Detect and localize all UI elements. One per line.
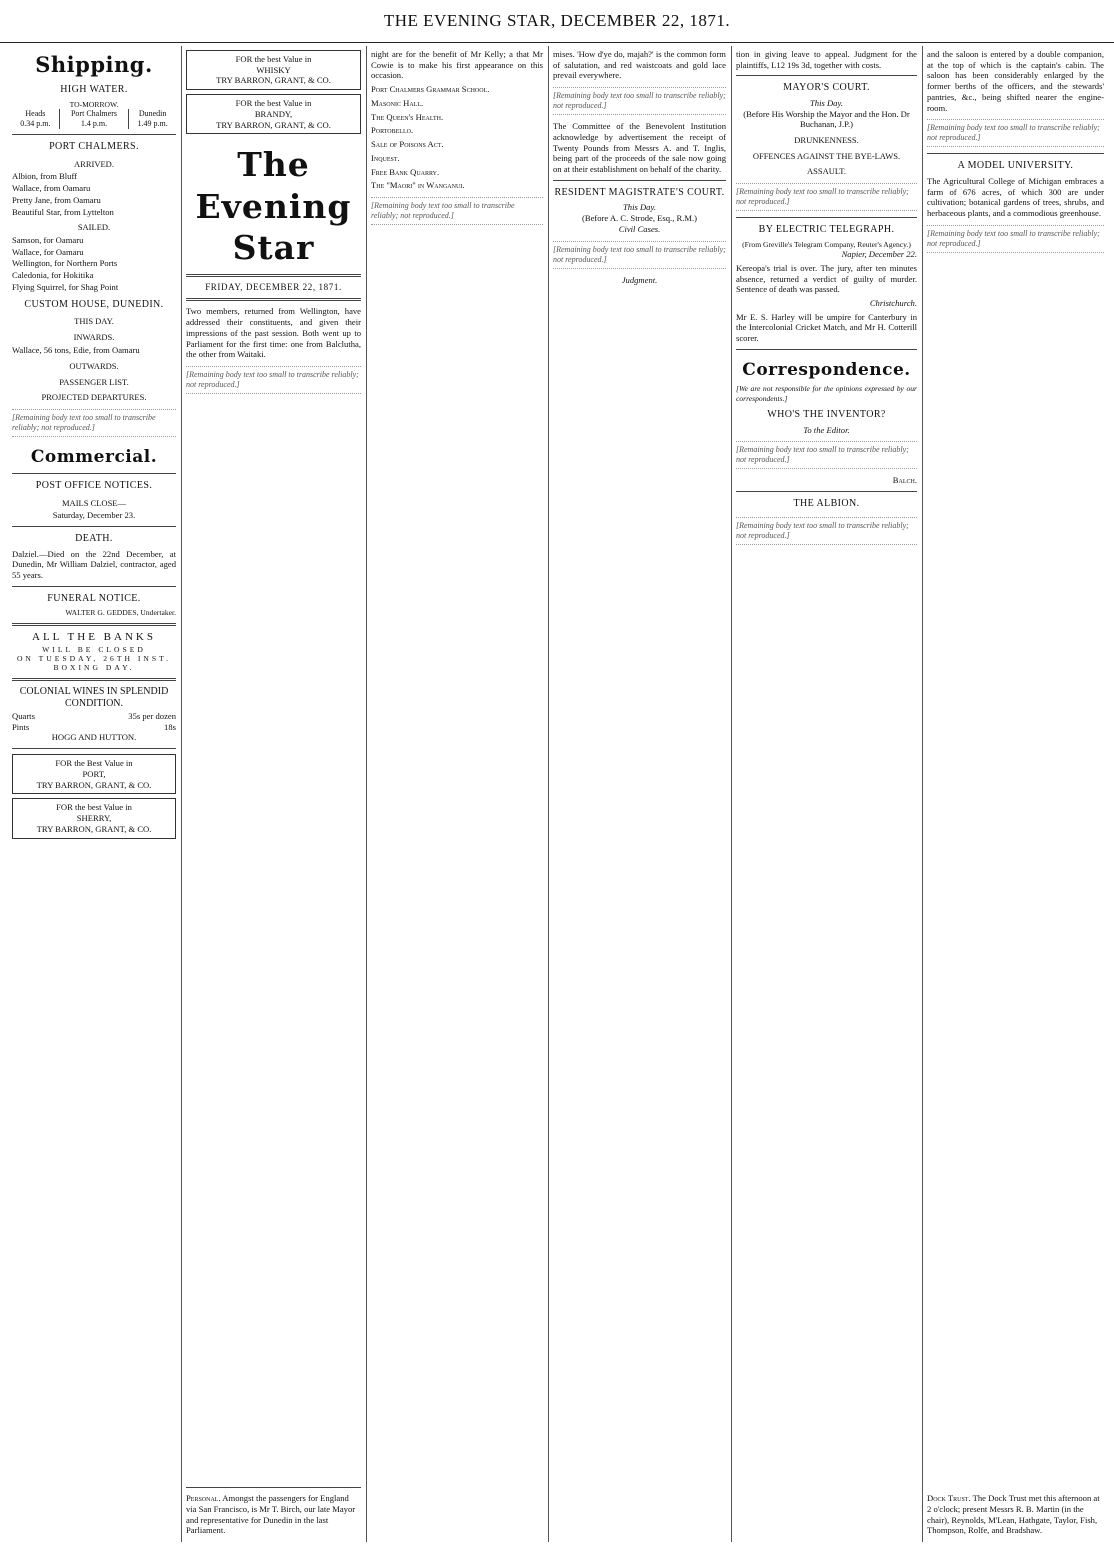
mayors-before: (Before His Worship the Mayor and the Hon. Dr Buchanan, J.P.) xyxy=(743,108,910,130)
port-ad-line-3: TRY BARRON, GRANT, & CO. xyxy=(36,779,152,790)
paper-title: The Evening Star xyxy=(195,145,352,267)
banks-line-4: BOXING DAY. xyxy=(53,663,135,673)
omission-note: [Remaining body text too small to transcribe reliably; not reproduced.] xyxy=(553,87,726,115)
lead-article: Two members, returned from Wellington, have addressed their constituents, and given their impressions of the past session. Both went up to Parliament for the first time: one from Balclutha, the other from Waitaki. xyxy=(186,306,361,360)
omission-note: [Remaining body text too small to transcribe reliably; not reproduced.] xyxy=(736,183,917,211)
benevolent-text: The Committee of the Benevolent Institution acknowledge by advertisement the receipt of Twenty Pounds from Messrs A. and T. Inglis, being part of the proceeds of the sale now going on at their establishment on behalf of the charity. xyxy=(553,121,726,175)
sailed-heading: SAILED. xyxy=(77,222,111,233)
sailed-list xyxy=(12,235,176,293)
omission-note: [Remaining body text too small to transcribe reliably; not reproduced.] xyxy=(927,225,1104,253)
correspondence-heading: Correspondence. xyxy=(742,359,911,380)
dock-trust-item xyxy=(927,1493,1104,1536)
list-item: Samson, for Oamaru xyxy=(12,234,84,245)
tomorrow-label: TO-MORROW. xyxy=(69,99,119,109)
omission-note: [Remaining body text too small to transcribe reliably; not reproduced.] xyxy=(553,241,726,269)
heads-time: 0.34 p.m. xyxy=(20,119,51,129)
inventor-to-editor: To the Editor. xyxy=(803,424,850,435)
sherry-ad xyxy=(12,798,176,838)
col3-lead-text: night are for the benefit of Mr Kelly; a that Mr Cowie is to make his first appearance on this occasion. xyxy=(371,49,543,81)
whisky-ad-line-3: TRY BARRON, GRANT, & CO. xyxy=(216,75,331,86)
brandy-ad-line-2: BRANDY, xyxy=(254,108,293,119)
personal-text: Amongst the passengers for England via San Francisco, is Mr T. Birch, our late Mayor and representative for Dunedin in the last Parliament. xyxy=(186,1493,356,1536)
inwards-text: Wallace, 56 tons, Edie, from Oamaru xyxy=(12,345,140,356)
napier-dateline: Napier, December 22. xyxy=(841,249,917,260)
paper-dateline: FRIDAY, DECEMBER 22, 1871. xyxy=(205,282,342,293)
correspondence-disclaimer: [We are not responsible for the opinions expressed by our correspondents.] xyxy=(736,384,917,403)
christchurch-dateline: Christchurch. xyxy=(869,297,917,308)
funeral-signature: WALTER G. GEDDES, Undertaker. xyxy=(65,608,176,618)
high-water-table xyxy=(12,109,176,129)
wines-title: COLONIAL WINES IN SPLENDID CONDITION. xyxy=(19,685,169,710)
masthead-title: THE EVENING STAR, DECEMBER 22, 1871. xyxy=(383,11,731,30)
omission-note: [Remaining body text too small to transcribe reliably; not reproduced.] xyxy=(12,409,176,437)
dunedin-time: 1.49 p.m. xyxy=(137,119,168,129)
omission-note: [Remaining body text too small to transcribe reliably; not reproduced.] xyxy=(927,119,1104,147)
sherry-ad-line-2: SHERRY, xyxy=(76,813,112,824)
port-ad xyxy=(12,754,176,794)
col4-lead-text: mises. 'How d'ye do, majah?' is the common form of salutation, and red waistcoats and gold lace prevail everywhere. xyxy=(553,49,726,81)
portobello-heading: Portobello. xyxy=(371,125,414,136)
napier-text: Kereopa's trial is over. The jury, after ten minutes absence, returned a verdict of guilty of murder. Sentence of death was passed. xyxy=(736,262,917,295)
queens-health-heading: The Queen's Health. xyxy=(371,111,444,122)
funeral-heading: FUNERAL NOTICE. xyxy=(47,592,141,604)
sherry-ad-line-3: TRY BARRON, GRANT, & CO. xyxy=(36,823,152,834)
model-university-text: The Agricultural College of Michigan embraces a farm of 676 acres, of which 300 are under cultivation; botanical gardens of trees, shrubs, and herbaceous plants, and a commodious greenhouse. xyxy=(927,175,1104,219)
list-item: Caledonia, for Hokitika xyxy=(12,270,94,281)
telegraph-subheading: (From Greville's Telegram Company, Reuter's Agency.) xyxy=(742,239,911,249)
column-4 xyxy=(548,46,730,1542)
mails-saturday: Saturday, December 23. xyxy=(52,510,136,521)
omission-note: [Remaining body text too small to transcribe reliably; not reproduced.] xyxy=(186,366,361,394)
model-university-heading: A MODEL UNIVERSITY. xyxy=(957,160,1074,172)
omission-note: [Remaining body text too small to transcribe reliably; not reproduced.] xyxy=(736,517,917,545)
brandy-ad xyxy=(186,94,361,134)
arrived-heading: ARRIVED. xyxy=(74,158,114,169)
quarts-price: 35s per dozen xyxy=(128,710,176,721)
col5-lead-text: tion in giving leave to appeal. Judgment for the plaintiffs, L12 19s 3d, together with costs. xyxy=(736,49,917,70)
sherry-ad-line-1: FOR the best Value in xyxy=(56,802,132,813)
this-day-label: THIS DAY. xyxy=(74,316,114,327)
dunedin-cell xyxy=(129,109,176,129)
outwards-heading: OUTWARDS. xyxy=(69,361,119,372)
inventor-signature: Balch. xyxy=(892,475,917,486)
projected-departures-heading: PROJECTED DEPARTURES. xyxy=(41,392,147,403)
port-chalmers-heading: PORT CHALMERS. xyxy=(49,141,139,153)
dock-trust-text: The Dock Trust met this afternoon at 2 o'clock; present Messrs R. B. Martin (in the chair), Reynolds, M'Lean, Hathgate, Taylor, Fish, Thompson, Rolfe, and Bradshaw. xyxy=(927,1493,1100,1536)
list-item: Wallace, for Oamaru xyxy=(12,246,84,257)
port-chalmers-label: Port Chalmers xyxy=(70,109,117,119)
albion-heading: THE ALBION. xyxy=(793,498,860,510)
pints-label: Pints xyxy=(12,721,30,732)
port-chalmers-cell xyxy=(59,109,128,129)
dock-trust-runin: Dock Trust. xyxy=(927,1493,971,1504)
arrived-list xyxy=(12,171,176,217)
personal-runin: Personal. xyxy=(186,1493,221,1504)
grammar-school-heading: Port Chalmers Grammar School. xyxy=(371,84,490,95)
banks-line-3: ON TUESDAY, 26TH INST. xyxy=(16,653,172,663)
christchurch-text: Mr E. S. Harley will be umpire for Canterbury in the Intercolonial Cricket Match, and Mr H. Cotterill scorer. xyxy=(736,311,917,344)
post-office-heading: POST OFFICE NOTICES. xyxy=(35,480,153,492)
list-item: Pretty Jane, from Oamaru xyxy=(12,194,101,205)
column-3 xyxy=(366,46,547,1542)
commercial-heading: Commercial. xyxy=(30,446,158,467)
col6-lead-text: and the saloon is entered by a double companion, at the top of which is the captain's cabin. The saloon has been considerably enlarged by the former berths of the officers, and the stewards' pantries, &c., being shifted nearer the engine-room. xyxy=(927,49,1104,113)
heads-label: Heads xyxy=(25,109,46,119)
column-6 xyxy=(922,46,1108,1542)
passenger-list-heading: PASSENGER LIST. xyxy=(59,376,129,387)
drunkenness-label: DRUNKENNESS. xyxy=(794,135,859,146)
inwards-heading: INWARDS. xyxy=(73,331,115,342)
masonic-hall-heading: Masonic Hall. xyxy=(371,97,424,108)
banks-line-2: WILL BE CLOSED xyxy=(42,644,146,654)
custom-house-heading: CUSTOM HOUSE, DUNEDIN. xyxy=(24,298,164,310)
judgment-label: Judgment. xyxy=(621,274,658,285)
shipping-heading: Shipping. xyxy=(35,52,153,77)
rm-before: (Before A. C. Strode, Esq., R.M.) xyxy=(581,213,698,224)
inquest-heading: Inquest. xyxy=(371,152,400,163)
whisky-ad-line-1: FOR the best Value in xyxy=(235,54,312,64)
list-item: Wallace, from Oamaru xyxy=(12,183,91,194)
free-bank-quarry-heading: Free Bank Quarry. xyxy=(371,166,440,177)
wanganui-heading: The "Maori" in Wanganui. xyxy=(371,180,465,191)
column-1 xyxy=(8,46,180,1542)
whisky-ad-line-2: WHISKY xyxy=(256,64,291,75)
mails-close-label: MAILS CLOSE— xyxy=(62,497,126,508)
masthead xyxy=(0,0,1114,43)
bye-laws-label: OFFENCES AGAINST THE BYE-LAWS. xyxy=(752,150,901,161)
heads-cell xyxy=(12,109,59,129)
port-ad-line-2: PORT, xyxy=(82,768,106,779)
whisky-ad xyxy=(186,50,361,90)
hogg-signature: HOGG AND HUTTON. xyxy=(51,732,137,743)
pints-price: 18s xyxy=(164,721,176,732)
death-text: Dalziel.—Died on the 22nd December, at Dunedin, Mr William Dalziel, contractor, aged 55 years. xyxy=(12,548,176,581)
inventor-heading: WHO'S THE INVENTOR? xyxy=(767,409,886,421)
personal-item xyxy=(186,1482,361,1536)
brandy-ad-line-3: TRY BARRON, GRANT, & CO. xyxy=(216,119,331,130)
column-5 xyxy=(731,46,921,1542)
port-ad-line-1: FOR the Best Value in xyxy=(55,758,133,769)
list-item: Albion, from Bluff xyxy=(12,171,78,182)
mayors-this-day: This Day. xyxy=(810,97,843,108)
death-heading: DEATH. xyxy=(75,533,113,545)
omission-note: [Remaining body text too small to transcribe reliably; not reproduced.] xyxy=(371,197,543,225)
list-item: Beautiful Star, from Lyttelton xyxy=(12,206,114,217)
telegraph-heading: BY ELECTRIC TELEGRAPH. xyxy=(758,224,895,236)
rm-this-day: This Day. xyxy=(623,202,656,213)
quarts-label: Quarts xyxy=(12,710,35,721)
list-item: Flying Squirrel, for Shag Point xyxy=(12,281,119,292)
brandy-ad-line-1: FOR the best Value in xyxy=(235,98,312,109)
column-2 xyxy=(181,46,365,1542)
list-item: Wellington, for Northern Ports xyxy=(12,258,118,269)
high-water-heading: HIGH WATER. xyxy=(60,84,128,96)
assault-label: ASSAULT. xyxy=(807,166,846,177)
dunedin-label: Dunedin xyxy=(138,109,167,119)
rm-court-heading: RESIDENT MAGISTRATE'S COURT. xyxy=(554,186,725,198)
omission-note: [Remaining body text too small to transcribe reliably; not reproduced.] xyxy=(736,441,917,469)
pints-row xyxy=(12,722,176,733)
mayors-court-heading: MAYOR'S COURT. xyxy=(783,82,870,94)
poisons-act-heading: Sale of Poisons Act. xyxy=(371,139,444,150)
port-chalmers-time: 1.4 p.m. xyxy=(80,119,108,129)
banks-line-1: ALL THE BANKS xyxy=(32,630,156,643)
quarts-row xyxy=(12,711,176,722)
civil-cases-label: Civil Cases. xyxy=(618,223,661,234)
